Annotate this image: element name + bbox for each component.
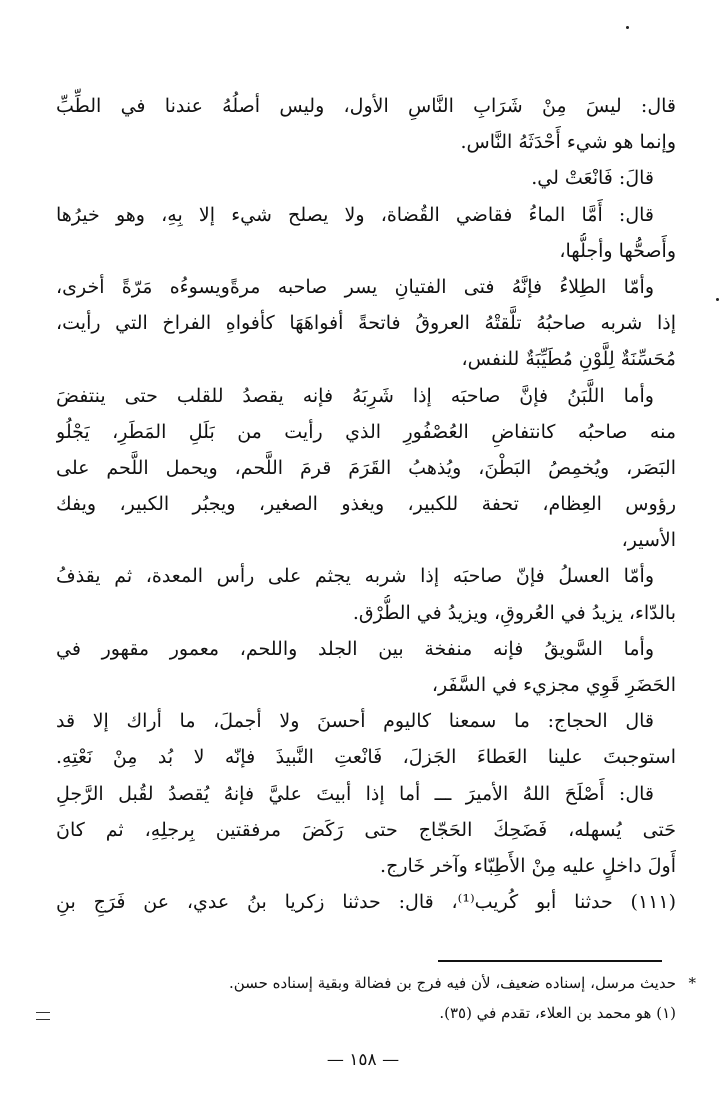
- text-line: إذا شربه صاحبُهُ تلَّقتْهُ العروقُ فاتحةً أفواهَهَا كأفواهِ الفراخ التي رأيت،: [56, 312, 676, 335]
- text-line: وأما اللَّبَنُ فإنَّ صاحبَه إذا شَرِبَهُ فإنه يقصدُ للقلب حتى ينتفضَ: [56, 384, 654, 407]
- footnote-1: (١) هو محمد بن العلاء، تقدم في (٣٥).: [439, 1004, 676, 1022]
- text-line: وأمّا الطِلاءُ فإنَّهُ فتى الفتيانِ يسر صاحبه مرةًويسوءُه مَرّةً أخرى،: [56, 275, 654, 298]
- text-line: قال: أَصْلَحَ اللهُ الأميرَ ـــ أما إذا أبيتَ عليَّ فإنهُ يُقصدُ لقُبل الرَّجلِ: [56, 782, 654, 805]
- footnote-separator: [438, 960, 662, 962]
- text-line: منه صاحبُه كانتفاضِ العُصْفُورِ الذي رأيت من بَلَلِ المَطَرِ، يَجْلُو: [56, 420, 676, 443]
- text-line: أَولَ داخلٍ عليه مِنْ الأَطِبّاء وآخر خَارج.: [380, 854, 676, 877]
- hadith-number-line: (١١١) حدثنا أبو كُريب⁽¹⁾، قال: حدثنا زكريا بنُ عدي، عن فَرَجِ بنِ: [56, 891, 676, 914]
- margin-mark: [36, 1012, 50, 1020]
- text-line: وإنما هو شيء أَحْدَثَهُ النَّاس.: [460, 131, 676, 154]
- text-line: الحَضَرِ قَوِي مجزيء في السَّفَر،: [431, 674, 676, 696]
- text-line: قالَ: فَانْعَتْ لي.: [531, 167, 654, 190]
- text-line: وأما السَّويقُ فإنه منفخة بين الجلد واللحم، معمور مقهور في: [56, 637, 654, 660]
- text-line: قال: أَمَّا الماءُ فقاضي القُضاة، ولا يصلح شيء إلا بِهِ، وهو خيرُها: [56, 203, 654, 226]
- text-line: البَصَر، ويُخمِصُ البَطْنَ، ويُذهبُ القَرَمَ قرمَ اللَّحم، ويحمل اللَّحم على: [56, 456, 676, 479]
- scan-speck: [626, 26, 629, 29]
- text-line: رؤوس العِظام، تحفة للكبير، ويغذو الصغير، ويجبُر الكبير، ويفك: [56, 493, 676, 516]
- page-number: — ١٥٨ —: [326, 1050, 400, 1070]
- footnote-grading: حديث مرسل، إسناده ضعيف، لأن فيه فرج بن فضالة وبقية إسناده حسن.: [229, 974, 676, 992]
- main-text-block: [56, 88, 676, 920]
- text-line: استوجبتَ علينا العَطاءَ الجَزلَ، فَانْعتِ النَّبيذَ فإنّه لا بُد مِنْ نَعْتِهِ.: [56, 746, 676, 769]
- footnote-star-marker: *: [688, 974, 696, 992]
- footnotes-block: [56, 968, 696, 1028]
- text-line: حَتى يُسهله، فَضَحِكَ الحَجّاج حتى رَكَضَ مرفقتين بِرجلِهِ، ثم كانَ: [56, 818, 676, 841]
- text-line: وأمّا العسلُ فإنّ صاحبَه إذا شربه يجثم على رأس المعدة، ثم يقذفُ: [56, 565, 654, 588]
- text-line: قال الحجاج: ما سمعنا كاليوم أحسنَ ولا أجملَ، ما أراك إلا قد: [56, 710, 654, 733]
- text-line: بالدّاء، يزيدُ في العُروقِ، ويزيدُ في الطُّرْق.: [352, 601, 676, 624]
- scan-speck: [716, 298, 719, 301]
- text-line: وأَصحُّها وأجلُّها،: [559, 239, 676, 262]
- text-line: مُحَسِّنَةٌ لِلَّوْنِ مُطَيِّبَةٌ للنفس،: [461, 348, 676, 371]
- text-line: قال: ليسَ مِنْ شَرَابِ النَّاسِ الأول، وليس أصلُهُ عندنا في الطِّبِّ: [56, 95, 676, 117]
- text-line: الأسير،: [621, 529, 676, 552]
